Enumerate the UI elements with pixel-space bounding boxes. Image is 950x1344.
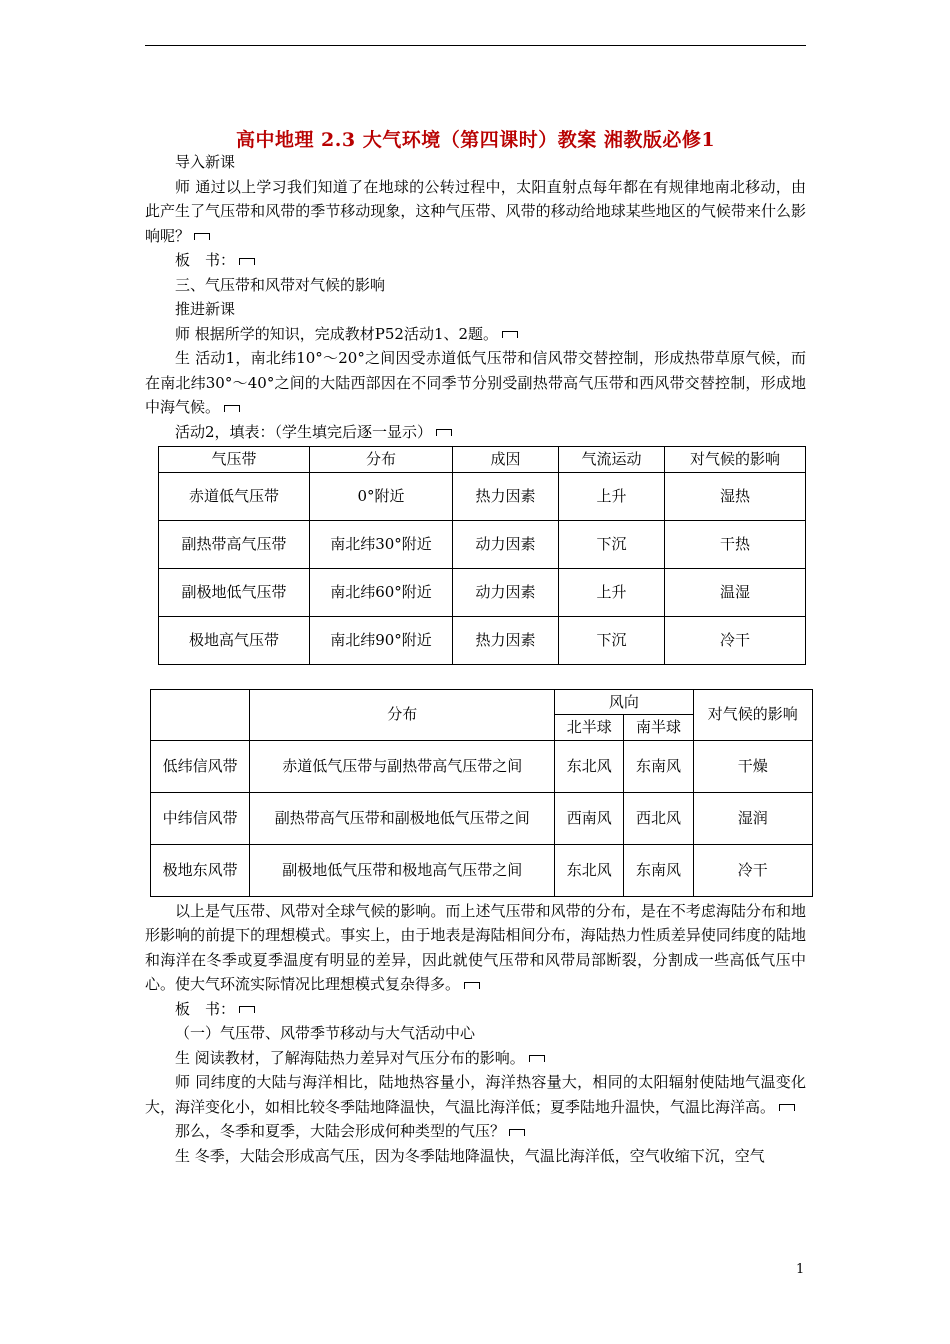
table-header [151,689,250,740]
edit-mark-icon [194,233,210,240]
document-body [145,150,806,1168]
edit-mark-icon [239,258,255,265]
edit-mark-icon [779,1104,795,1111]
paragraph: 生 冬季，大陆会形成高气压，因为冬季陆地降温快，气温比海洋低，空气收缩下沉，空气 [175,1146,765,1165]
table-header: 气压带 [159,447,310,473]
edit-mark-icon [529,1055,545,1062]
page-number: 1 [796,1262,805,1277]
paragraph: 师 根据所学的知识，完成教材P52活动1、2题。 [145,322,806,347]
edit-mark-icon [509,1129,525,1136]
paragraph: 活动2，填表：（学生填完后逐一显示） [145,420,806,445]
document-title: 高中地理 2.3 大气环境（第四课时）教案 湘教版必修1 [235,129,716,151]
table-header: 对气候的影响 [693,689,812,740]
table-header: 分布 [310,447,453,473]
paragraph: 师 通过以上学习我们知道了在地球的公转过程中，太阳直射点每年都在有规律地南北移动，由此产生了气压带和风带的季节移动现象，这种气压带、风带的移动给地球某些地区的气候带来什么影响呢？ [145,177,806,245]
edit-mark-icon [464,982,480,989]
table-header: 成因 [453,447,559,473]
table-row: 中纬信风带 副热带高气压带和副极地低气压带之间 西南风 西北风 湿润 [151,792,813,844]
paragraph: 导入新课 [175,153,236,171]
table-row: 赤道低气压带 0°附近 热力因素 上升 湿热 [159,472,806,520]
edit-mark-icon [224,405,240,412]
table-row: 低纬信风带 赤道低气压带与副热带高气压带之间 东北风 东南风 干燥 [151,740,813,792]
paragraph: 生 阅读教材，了解海陆热力差异对气压分布的影响。 [145,1046,806,1071]
paragraph: 三、气压带和风带对气候的影响 [175,275,386,294]
table-header: 分布 [250,689,555,740]
paragraph: 板 书： [145,248,806,273]
edit-mark-icon [502,331,518,338]
table-row: 极地东风带 副极地低气压带和极地高气压带之间 东北风 东南风 冷干 [151,844,813,896]
table-row: 极地高气压带 南北纬90°附近 热力因素 下沉 冷干 [159,616,806,664]
paragraph: （一）气压带、风带季节移动与大气活动中心 [175,1024,476,1042]
table-header: 气流运动 [559,447,665,473]
header-rule [145,45,806,46]
table-header: 风向 [555,689,693,715]
table-row: 副热带高气压带 南北纬30°附近 动力因素 下沉 干热 [159,520,806,568]
paragraph: 以上是气压带、风带对全球气候的影响。而上述气压带和风带的分布，是在不考虑海陆分布和地形影响的前提下的理想模式。事实上，由于地表是海陆相间分布，海陆热力性质差异使同纬度的陆地和海洋在冬季或夏季温度有明显的差异，因此就使气压带和风带局部断裂，分割成一些高低气压中心。使大气环流实际情况比理想模式复杂得多。 [145,901,806,993]
edit-mark-icon [436,429,452,436]
paragraph: 生 活动1，南北纬10°～20°之间因受赤道低气压带和信风带交替控制，形成热带草原气候，而在南北纬30°～40°之间的大陆西部因在不同季节分别受副热带高气压带和西风带交替控制，形成地中海气候。 [145,349,806,416]
edit-mark-icon [239,1006,255,1013]
table-header: 对气候的影响 [665,447,806,473]
table-header: 北半球 [555,715,624,741]
paragraph: 那么，冬季和夏季，大陆会形成何种类型的气压？ [145,1119,806,1144]
paragraph: 板 书： [145,997,806,1022]
pressure-belt-table [158,446,806,665]
paragraph: 推进新课 [175,300,236,318]
table-header: 南半球 [624,715,693,741]
table-row: 副极地低气压带 南北纬60°附近 动力因素 上升 温湿 [159,568,806,616]
paragraph: 师 同纬度的大陆与海洋相比，陆地热容量小，海洋热容量大，相同的太阳辐射使陆地气温变化大，海洋变化小，如相比较冬季陆地降温快，气温比海洋低；夏季陆地升温快，气温比海洋高。 [145,1073,806,1116]
wind-belt-table [150,689,813,897]
